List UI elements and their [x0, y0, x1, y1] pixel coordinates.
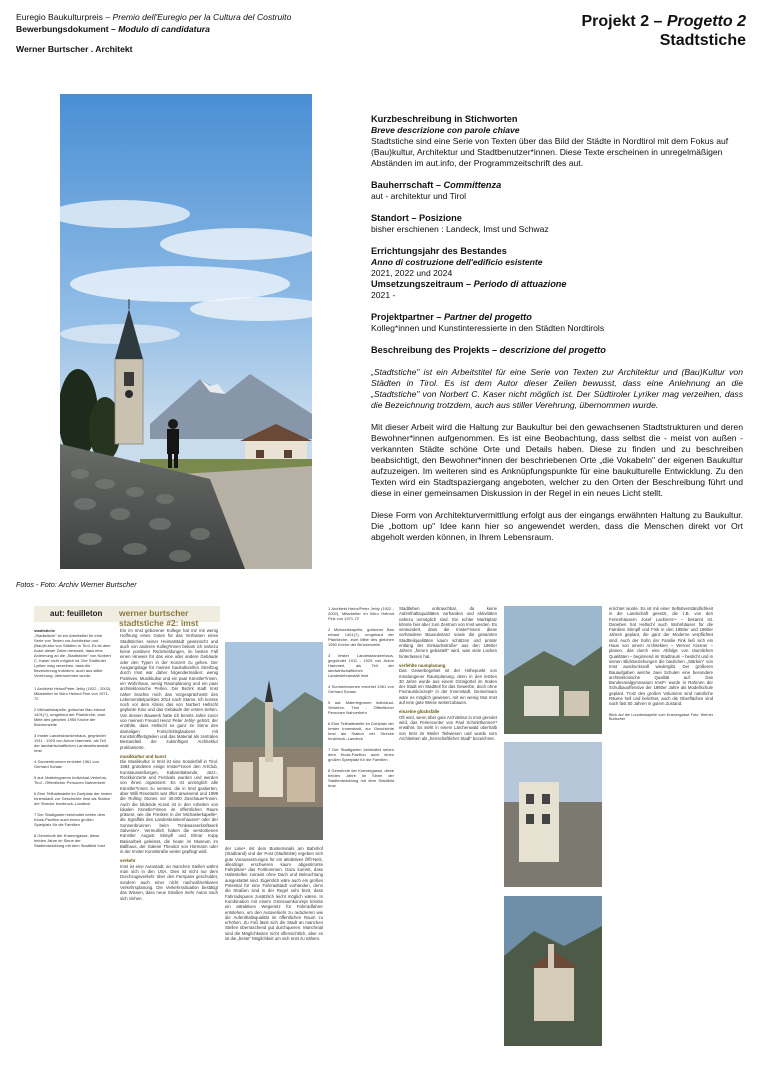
header-line2-italic: Modulo di candidatura — [118, 23, 210, 34]
clipping-col-3 — [225, 846, 323, 1074]
note-item: 1 Architekt Heinz/Peter Jehly (1922 - 2002), Mitarbeiter im Büro Helmut Fink von 1971-72 — [328, 606, 394, 621]
standort-heading: Standort – Posizione — [371, 213, 462, 223]
author-name: Werner Burtscher . Architekt — [16, 44, 133, 54]
magazine-clipping — [16, 606, 761, 1074]
col4-text3: Oft wird, wenn über gute Architektur in Imst geredet wird, das Feriencenter von Paul Schmitthenner¹³ erwähnt. Es steht in einem Lärchenwald oberhalb von Imst im Weiler Teilwiesen und wurde vom Architekten als „herrschaftlicher Stadl" bezeichnet. — [399, 714, 497, 741]
description-para1: Mit dieser Arbeit wird die Haltung zur Baukultur bei den gewachsenen Stadtstrukturen und deren Bewohner*innen aufgenommen. Es ist eine Beobachtung, dass selbst die - meist von außen - verkannten Städte schöne Orte und Details haben. Diese zu finden und zu beschreiben beabsichtigt, den Bewohner*innen der beschriebenen Orte „die Vokabeln" der eigenen Baukultur aufzuzeigen. Im weiteren sind es Anknüpfungspunkte für eine baukulturelle Entwicklung. Zu den Texten wird ein Stadtspaziergang angeboten, welcher zu den Orten der Beschreibung führt und diese in einer gemeinsamen Diskussion in der Regel in ein neues Licht stellt. — [371, 422, 743, 498]
note-item: 7 Der Stadtgarten beinhaltet neben dem Kiosk-Pavillon auch einen großen Spielplatz für die Familien — [34, 812, 106, 827]
clipping-sidebar — [34, 628, 112, 848]
note-item: 3 Imster Landeskrankenhaus, gegründet 1911 - 1929 von Anton Hammerl, als Teil der landwirtschaftlichen Landeslehranstalt Imst — [328, 653, 394, 678]
note-item: 8 Gemeinde der Kramergasse, diese beiden Jahre im Sinne der Stadtentwicklung mit dem Stadtbild Imst — [34, 833, 105, 848]
note-item: 8 Gemeinde der Kramergasse, diese beiden Jahre im Sinne der Stadtentwicklung mit dem Stadtbild Imst — [328, 768, 394, 788]
sidebar-text: „Stadtstiche" ist ein Arbeitstitel für eine Serie von Texten zur Architektur und (Bau)Kultur von Städten in Tirol. Es ist dem Autor dieser Zeilen bewusst, dass eine Anlehnung an die „Stadtstiche" von Norbert C. Kaser nicht möglich ist. Der Südtiroler Lyriker mag verzeihen, dass die Bezeichnung trotzdem, auch aus stiller Verehrung, übernommen wurde. — [34, 633, 111, 678]
header-line1-italic: Premio dell'Euregio per la Cultura del Costruito — [112, 12, 292, 22]
umsetzung-heading-it: Periodo di attuazione — [473, 279, 567, 289]
clipping-title-line2: stadtstiche #2: imst — [119, 618, 199, 628]
col2-text3: Imst ist eine Autostadt, an manchen Stellen wähnt man sich in den USA. Dies ist nicht nur dem Durchzugsverkehr über den Fernpass geschuldet, sondern auch einer nicht nachvollziehbaren Verkehrsplanung. Die Verkehrssituation bestätigt das Wissen, dass neue Straßen mehr Autos nach sich ziehen. — [120, 863, 218, 901]
clipping-photo-3 — [504, 896, 602, 1046]
description-quote: „Stadtstiche" ist ein Arbeitstitel für eine Serie von Texten zur Architektur und (Bau)Kultur von Städten in Tirol. Es ist dem Autor dieser Zeilen bewusst, dass eine Anlehnung an die „Stadtstiche" von Norbert C. Kaser nicht möglich ist. Der Südtiroler Lyriker mag verzeihen, dass die Bezeichnung trotzdem, auch aus stiller Verehrung, übernommen wurde. — [371, 367, 743, 410]
col5-text: errichtet wurde. Es ist mit einer Selbstverständlichkeit in die Landschaft gesetzt, die z.B. von den Ferienhäusern Josef Lackners¹⁴ – bekannt ist. Daneben hat Heltschl auch Wohnhäuser für die Familien Stimpfl und Fink in den 1950er und 1960er Jahren geplant, die ganz der Moderne verpflichtet sind. Auch der Sohn der Familie Fink ließ sich ein Haus von einem Architekten – Werner Kissner – planen, das durch eine Abfolge von räumlichen Qualitäten – beginnend im Stadtraum – besticht und in seinen Blickbeziehungen die baulichen „Stärken" von Imst ausdrucksvoll wiedergibt. Der größeren Bauaufgaben welche zwei Schulen eine besondere architektonische Qualität auf: Das Bundesrealgymnasium Imst¹⁵ wurde in Rahmen der Schulbauoffensive der 1960er Jahre als Modellschule geplant. Trotz des großen Volumens sind natürliche Räume hell und belichtet, auch die Oberflächen sind nach fast 50 Jahren in gutem Zustand. — [609, 606, 713, 707]
col4-subheading1: verfehlte raumplanung — [399, 662, 446, 668]
project-title — [582, 12, 747, 50]
project-title-de: Projekt 2 – — [581, 13, 667, 30]
beschr-heading-it: descrizione del progetto — [499, 345, 606, 355]
partner-heading: Projektpartner – — [371, 312, 445, 322]
partner-heading-it: Partner del progetto — [444, 312, 532, 322]
note-item: 6 Eine Teilhaltestelle im Dorfplatz der Imster Innenstadt, zur Geschichte Imst als Station der Strecke Innsbruck–Landeck — [34, 791, 112, 806]
errichtung-heading-it: Anno di costruzione dell'edificio esistente — [371, 257, 543, 267]
clipping-col-notes — [328, 606, 394, 1074]
col2-text: Ein im Imst geborener Kollege hat mir mit wenig Hoffnung eines Gutes für das Verfassen eines Stadtstiches seiner Heimatstadt gewünscht und auch von anderen Kolleg*innen bekam ich nahezu keine positiven Rückmeldungen, im besten Fall einen Hinweis für das eine oder andere Gebäude oder den Typen in der Konzert zu gehen. Der Ausgangslage für meinen baukulturellen Streifzug durch Imst war daher folgendermaßen: wenig Positives, Musikkultur und ein paar Künstler*innen, ein Wohnhaus, wenig Raumplanung und ein paar architektonische Perlen. Der Bezirk stadt Imst näher brachte mich das Vorgesprächsmit des Lebensmittelpunktes 2014 nach Stams. Ich konnte noch vor dem Abriss das von Norbert Heltschl geplante Kino und das Gebäude der ersten Sehen. Von dessen Bauwerk hatte ich bereits Jahre zuvor von meinem Freund Heinz Peter Jehly¹ gehört, der erzählte, dass Heltschl es ganz im Sinne des damaligen Fortschrittsglaubens mit Kunststofffertigteilen und das Material als zentralen Bestandteil der zukünftigen Architektur proklamierte. — [120, 628, 218, 750]
clipping-title-line1: werner burtscher — [119, 608, 189, 618]
note-item: 7 Der Stadtgarten beinhaltet neben dem Kiosk-Pavillon auch einen großen Spielplatz für die Familien — [328, 747, 394, 762]
note-item: 3 Imster Landeskrankenhaus, gegründet 1911 - 1929 von Anton Hammerl, als Teil der landwirtschaftlichen Landeslehranstalt Imst — [34, 733, 109, 753]
kurz-heading: Kurzbeschreibung in Stichworten — [371, 114, 518, 124]
note-item: 4 Sonnenbrunnen errichtet 1961 von Gerhard Schatz — [328, 684, 394, 694]
errichtung-heading: Errichtungsjahr des Bestandes — [371, 246, 507, 256]
col2-subheading1: musikkultur und kunst — [120, 753, 167, 759]
bauherr-heading-it: Committenza — [443, 180, 502, 190]
bauherr-text: aut - architektur und Tirol — [371, 191, 467, 201]
bauherr-heading: Bauherrschaft – — [371, 180, 444, 190]
clipping-col-2 — [120, 628, 218, 1074]
note-item: 2 Michaelskapelle, gotischer Bau erbaut 1401(?), umgebaut der Pfarrkirche, zwei Mitte des gleichen 1950 Kirche der Brückenzeile — [34, 707, 106, 727]
document-header — [16, 12, 291, 35]
description-para2: Diese Form von Architekturvermittlung erfolgt aus der eingangs erwähnten Haltung zu Baukultur. Die „bottom up" Idee kann hier so angewendet werden, dass die Menschen direkt vor Ort abgeholt werden können, in Ihrem Lebensraum. — [371, 510, 743, 542]
col2-text2: Die Musikkultur in Imst ist eine Sonderfall in Tirol. 1984 gründeten einige Imster*innen den ArtClub, Kunstausstellungen, Kabarettabende, Jazz-, Rockkonzerte und Festivals wurden und werden von ihnen organisiert. Es ist unmöglich alle Künstler*innen zu nennen, die in Imst gastierten, aber Willi Resetarits war öfter anwesend und 1999 die Rolling Stones vor 40.000 Zuschauer*innen. Auch die bildende Kunst ist in den Arbeiten von lokalen Künstler*innen im öffentlichen Raum präsent, wie die Fresken in der Michaelerkapelle², die Sgraffitis des Landeskrankenhauses³ oder der Sonnenbrunnen beim Trinkwasserkraftwerk Salvesen⁴. Vermutlich haben die verstorbenen Künstler August Stimpfl und Elmar Kopp Basisarbeit geleistet, die heute im Museum im Ballhaus, der Galerie Theodor von Hörmann oder in der Imster Kunststraße weiter gepflegt wird. — [120, 759, 218, 855]
project-name: Stadtstiche — [659, 32, 746, 49]
clipping-col-4 — [399, 606, 497, 1074]
umsetzung-heading: Umsetzungszeitraum – — [371, 279, 474, 289]
umsetzung-text: 2021 - — [371, 290, 396, 300]
clipping-photo-1 — [504, 606, 602, 734]
header-line2: Bewerbungsdokument – — [16, 23, 119, 34]
header-line1: Euregio Baukulturpreis – — [16, 12, 113, 22]
col4-text: Stadtleben unbrauchbar, da keine Aufenthaltsqualitäten vorhanden und Aktivitäten nahezu unmöglich sind. Ein echter Marktplatz könnte hier aber zum Zentrum von Imst werden. Es verwundert, dass die Imster*innen diese vorhandene Bausubstanz sowie die gesamten Stadtteilqualitäten kaum schätzen und primär entlang der Einkaufsstraße⁷ aus den 1960er Jahren „herum gebastelt" wird, was viele Lücken hinterlassen hat. — [399, 606, 497, 659]
clipping-photo-town — [225, 642, 323, 840]
project-description — [371, 114, 743, 543]
col4-subheading2: einzelne glücksfälle — [399, 709, 440, 715]
photo-caption: Fotos - Foto: Archiv Werner Burtscher — [16, 580, 137, 589]
errichtung-text: 2021, 2022 und 2024 — [371, 268, 453, 278]
kurz-heading-it: Breve descrizione con parole chiave — [371, 125, 520, 135]
main-photo — [60, 94, 312, 569]
standort-text: bisher erschienen : Landeck, Imst und Schwaz — [371, 224, 549, 234]
note-item: 1 Architekt Heinz/Peter Jehly (1922 - 2002), Mitarbeiter im Büro Helmut Fink von 1971-72 — [34, 686, 112, 701]
note-item: 2 Michaelskapelle, gotischer Bau erbaut 1401(?), umgebaut der Pfarrkirche, zwei Mitte des gleichen 1950 Kirche der Brückenzeile — [328, 627, 394, 647]
kurz-text: Stadtstiche sind eine Serie von Texten über das Bild der Städte in Nordtirol mit dem Fokus auf (Bau)kultur, Architektur und Stadtbenutzer*innen. Diese Texte erscheinen in unregelmäßigen Abständen im aut.info, der Programmzeitschrift des aut. — [371, 136, 729, 168]
clipping-section-label: aut: feuilleton — [50, 609, 103, 618]
project-title-it: Progetto 2 — [666, 13, 746, 30]
note-item: 4 Sonnenbrunnen errichtet 1961 von Gerhard Schatz — [34, 759, 99, 769]
col2-subheading2: verkehr — [120, 858, 136, 864]
col5-caption: Blick auf die Lourdeskapelle vom Kramergasse Foto: Werner Burtscher — [609, 712, 713, 722]
col3-text: der Linie⁵ mit dem Busterminals am Bahnhof (Stadtrand) und der Post (Stadtmitte) ergeben sich gute Voraussetzungen für ein attraktives Öffi-Netz, allerdings erschweren kaum abgestimmte Fahrpläne⁶ das Fortkommen. Dazu kommt, dass Haltestellen zumeist ohne Dach und Beleuchtung ausgestattet sind. Eigentlich wäre auch ein großes Potential für eine Fahrradstadt vorhanden, denn die Straßen sind in der Regel sehr breit, dass Fahrradspuren zusätzlich leicht möglich wären. In Kombination mit einem Grünraumkonzept könnte ein attraktives Wegenetz für Fahrradfahrer entstehen, um den Autoverkehr zu reduzieren wie die Aufenthaltsqualität im öffentlichen Raum zu erhöhen. Zu Fuß lässt sich die Stadt an manchen Stellen überraschend gut durchqueren. Manchmal sind die Möglichkeiten nicht offensichtlich, aber es ist die „beste" Möglichkeit um sich Imst zu nähern. — [225, 846, 323, 942]
note-item: 5 aut: Materiegramm Individual-Verkehrs, Tirol - Öffentlicher Personen Nahverkehr — [34, 775, 108, 785]
town-church-photo — [60, 94, 312, 569]
note-item: 6 Eine Teilhaltestelle im Dorfplatz der Imster Innenstadt, zur Geschichte Imst als Station der Strecke Innsbruck–Landeck — [328, 721, 394, 741]
col4-text2: Das Gewerbegebiet ist der Höhepunkt von misslungener Raumplanung, denn in den letzten 30 Jahre wurde aus einem Grüngürtel im Süden der Stadt ein Stadtteil für das Gewerbe, doch ohne Freiraumkonzept⁸ in der Innenstadt. Gemeinsam wäre es möglich gewesen, mit ein wenig Mut Imst auf eine gute Weise weiterzubauen. — [399, 668, 497, 706]
partner-text: Kolleg*innen und Kunstinteressierte in den Städten Nordtirols — [371, 323, 605, 333]
clipping-photo-2 — [504, 742, 602, 887]
sidebar-head: stadtstiche — [34, 628, 56, 633]
note-item: 5 aut: Materiegramm Individual-Verkehrs, Tirol - Öffentlicher Personen Nahverkehr — [328, 700, 394, 715]
beschr-heading: Beschreibung des Projekts – — [371, 345, 500, 355]
clipping-title — [119, 608, 198, 628]
clipping-col-5 — [609, 606, 713, 1074]
